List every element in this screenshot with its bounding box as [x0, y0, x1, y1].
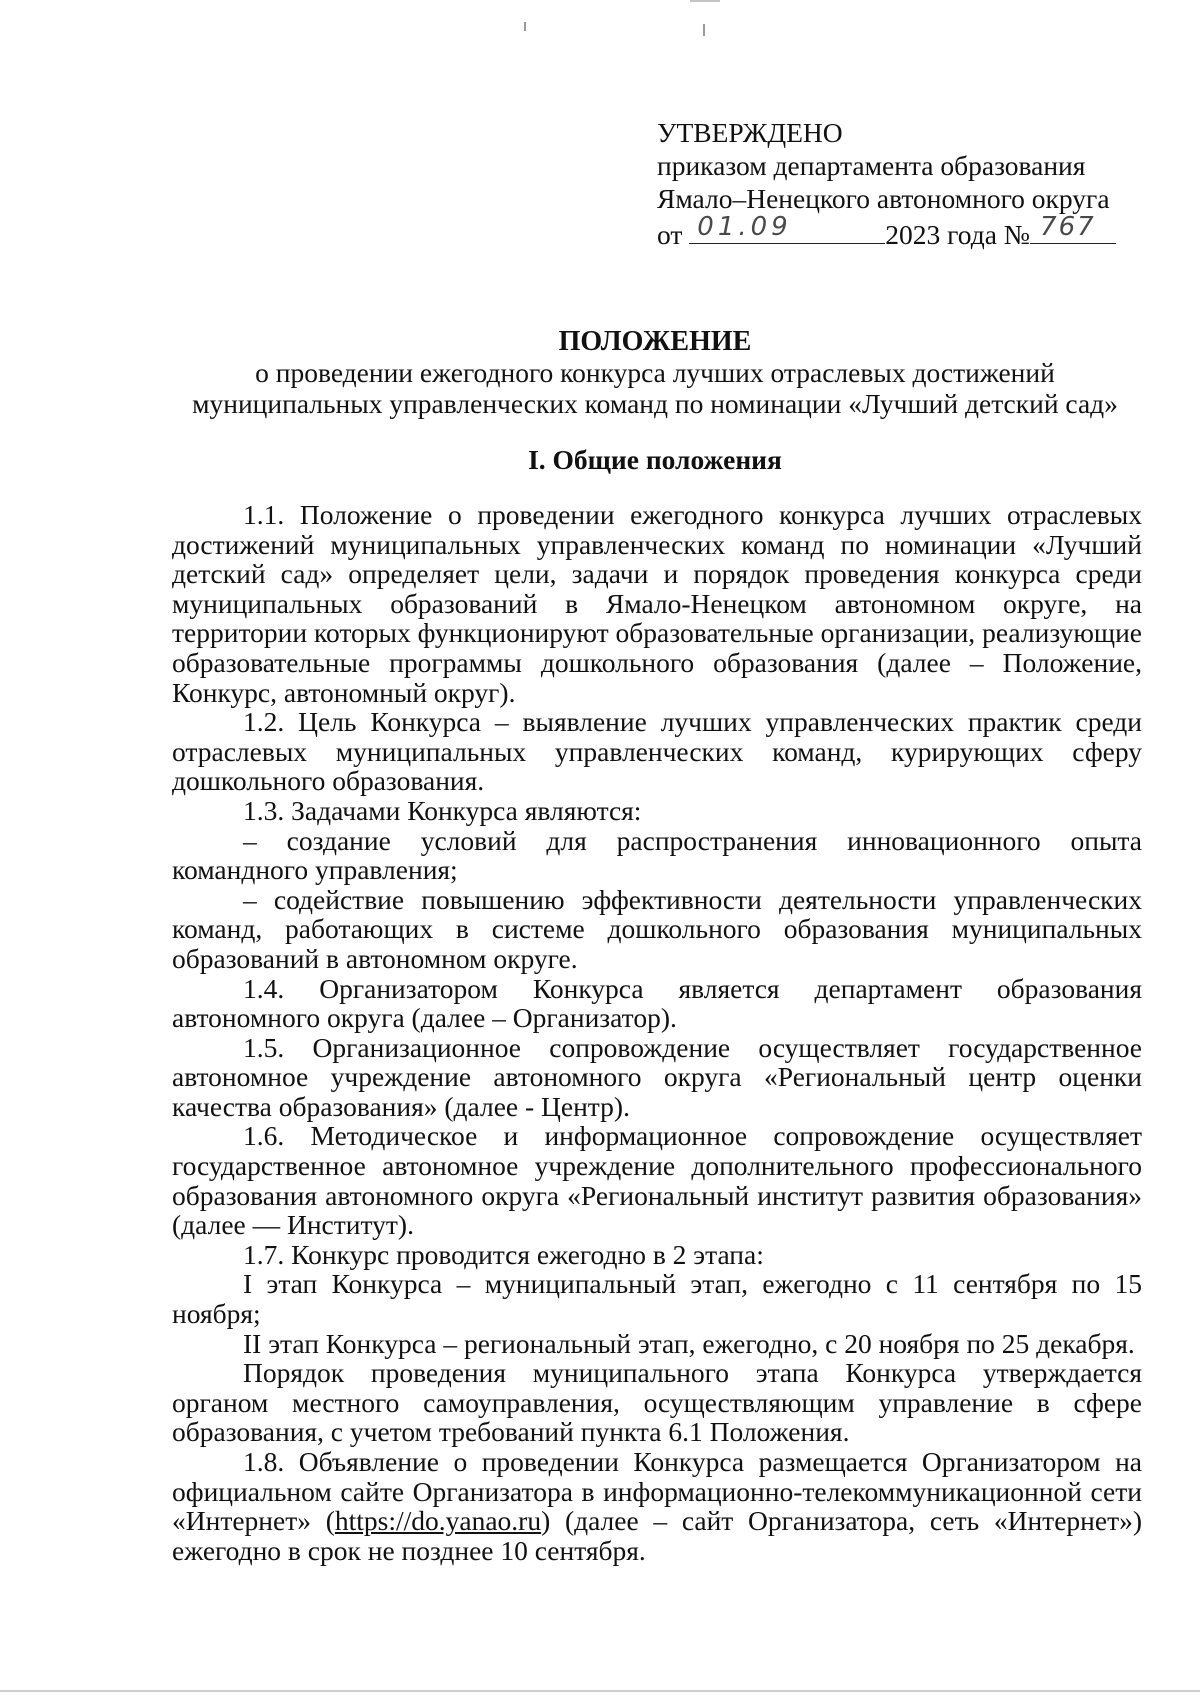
approval-from-label: от — [657, 219, 683, 250]
paragraph-1-6: 1.6. Методическое и информационное сопровождение осуществляет государственное автономное учреждение дополнительного профессионального образования автономного округа «Региональный институт развития образования» (далее — Институт). — [172, 1120, 1142, 1241]
number-blank — [1030, 212, 1116, 244]
paragraph-1-7: 1.7. Конкурс проводится ежегодно в 2 этапа: — [243, 1238, 764, 1270]
handwritten-number: 767 — [1040, 212, 1096, 242]
paragraph-1-1: 1.1. Положение о проведении ежегодного конкурса лучших отраслевых достижений муниципальных управленческих команд по номинации «Лучший детский сад» определяет цели, задачи и порядок проведения конкурса среди муниципальных образований в Ямало-Ненецком автономном округе, на территории которых функционируют образовательные организации, реализующие образовательные программы дошкольного образования (далее – Положение, Конкурс, автономный округ). — [172, 499, 1142, 708]
paragraph-1-7-procedure: Порядок проведения муниципального этапа Конкурса утверждается органом местного самоуправления, осуществляющим управление в сфере образования, с учетом требований пункта 6.1 Положения. — [172, 1357, 1142, 1448]
approval-year-label: 2023 года № — [885, 219, 1031, 250]
approval-order-line: приказом департамента образования — [657, 150, 1086, 181]
approval-region-line: Ямало–Ненецкого автономного округа — [657, 183, 1110, 214]
paragraph-1-3: 1.3. Задачами Конкурса являются: — [243, 794, 642, 826]
paragraph-1-8-text: 1.8. Объявление о проведении Конкурса размещается Организатором на официальном сайте Организатора в информационно-телекоммуникационной сети «Интернет» ( — [172, 1446, 1142, 1537]
handwritten-date: 01.09 — [697, 212, 792, 242]
scan-bottom-edge — [0, 1690, 1200, 1692]
subtitle-line: муниципальных управленческих команд по номинации «Лучший детский сад» — [192, 388, 1118, 419]
scan-speck — [524, 22, 526, 31]
paragraph-1-4: 1.4. Организатором Конкурса является департамент образования автономного округа (далее – Организатор). — [172, 972, 1142, 1034]
subtitle-line: о проведении ежегодного конкурса лучших отраслевых достижений — [255, 357, 1055, 388]
paragraph-1-7-stage: II этап Конкурса – региональный этап, ежегодно, с 20 ноября по 25 декабря. — [243, 1327, 1135, 1359]
paragraph-1-2: 1.2. Цель Конкурса – выявление лучших управленческих практик среди отраслевых муниципальных управленческих команд, курирующих сферу дошкольного образования. — [172, 706, 1142, 797]
approval-date-line — [657, 212, 1127, 251]
date-blank — [689, 212, 885, 244]
scan-speck — [690, 0, 720, 2]
paragraph-1-3-item: – создание условий для распространения инновационного опыта командного управления; — [172, 824, 1142, 886]
section-title: I. Общие положения — [528, 444, 782, 475]
paragraph-1-8 — [172, 1447, 1142, 1565]
approval-block — [657, 116, 1127, 251]
scan-speck — [703, 24, 705, 36]
paragraph-1-7-stage: I этап Конкурса – муниципальный этап, ежегодно с 11 сентября по 15 ноября; — [172, 1268, 1142, 1330]
document-subtitle — [100, 357, 1200, 419]
paragraph-1-8-text: ) (далее – сайт Организатора, сеть «Интернет») ежегодно в срок не позднее 10 сентября. — [172, 1505, 1142, 1566]
document-body — [172, 500, 1142, 1565]
paragraph-1-3-item: – содействие повышению эффективности деятельности управленческих команд, работающих в системе дошкольного образования муниципальных образований в автономном округе. — [172, 883, 1142, 974]
document-title: ПОЛОЖЕНИЕ — [558, 326, 752, 357]
approval-heading: УТВЕРЖДЕНО — [657, 117, 843, 148]
organizer-site-link[interactable]: https://do.yanao.ru — [334, 1505, 542, 1537]
paragraph-1-5: 1.5. Организационное сопровождение осуществляет государственное автономное учреждение автономного округа «Региональный центр оценки качества образования» (далее - Центр). — [172, 1031, 1142, 1122]
